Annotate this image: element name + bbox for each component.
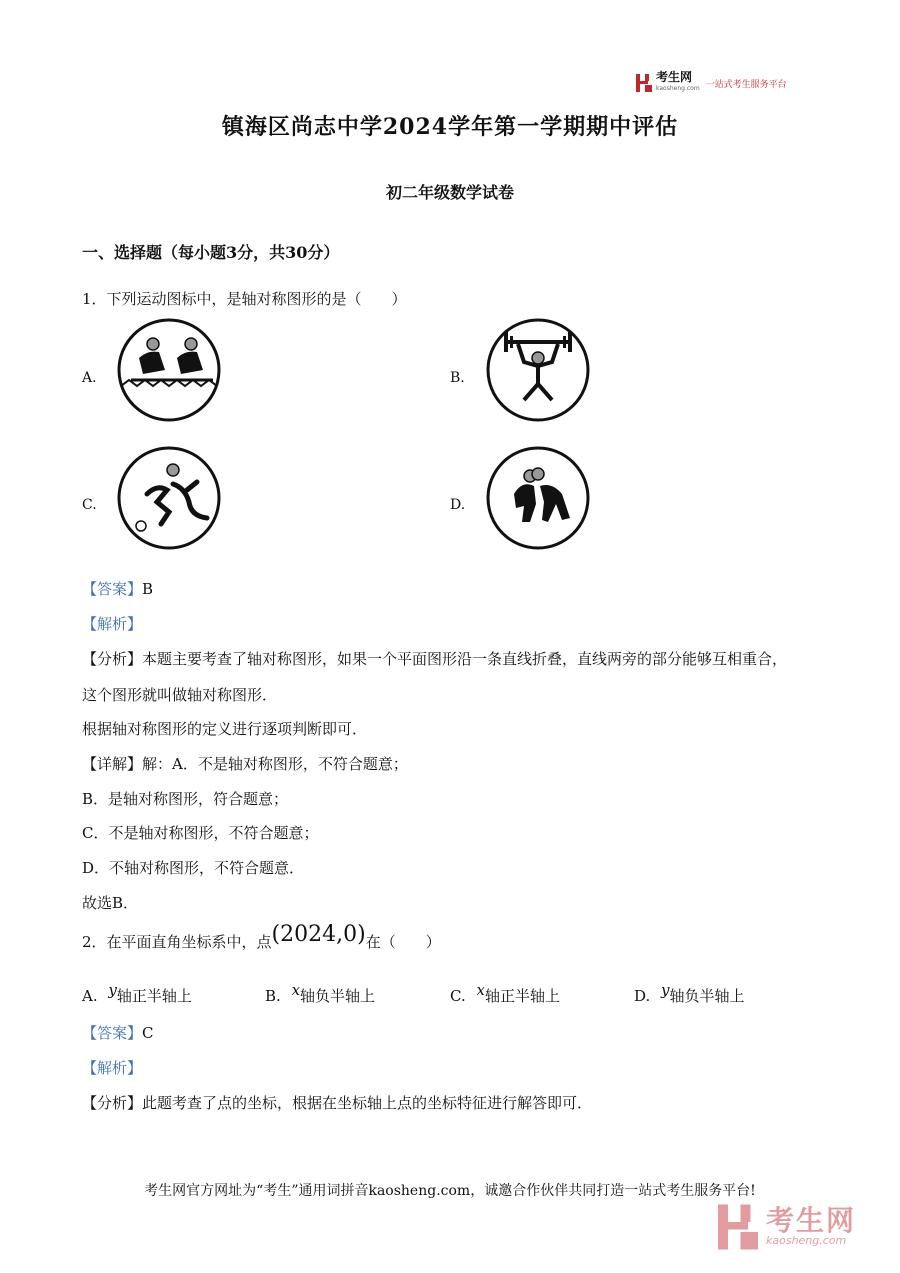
q2-answer-tag: 【答案】 [82,1024,143,1042]
q2-option-a-label: A. [82,987,98,1005]
q1-method-line: 根据轴对称图形的定义进行逐项判断即可． [82,720,368,738]
q2-option-b-label: B. [265,987,281,1005]
header-logo[interactable] [636,70,787,96]
q2-option-a [82,981,192,1006]
logo-brand: 考生网 kaosheng.com [656,70,700,92]
q1-fenxi-line2: 这个图形就叫做轴对称图形． [82,686,278,704]
q2-prefix: 2．在平面直角坐标系中，点 [82,933,272,951]
logo-domain: kaosheng.com [656,85,700,92]
watermark-logo-icon [718,1204,758,1250]
logo-slogan: 一站式考生服务平台 [705,79,787,90]
q2-option-c-label: C. [450,987,466,1005]
q2-option-d [634,981,745,1006]
q2-answer [82,1022,154,1043]
q1-xiangjie-text: 解：A．不是轴对称图形，不符合题意； [142,755,408,773]
q1-detail-d: D．不轴对称图形，不符合题意． [82,859,305,877]
q1-option-d-label: D. [450,497,466,513]
q1-option-c-label: C. [82,497,97,513]
q1-analysis-tag: 【解析】 [82,615,143,633]
q1-option-b-label: B. [450,370,465,386]
q2-option-d-text: 轴负半轴上 [669,987,745,1005]
q2-option-c-var: x [476,981,485,999]
q2-option-b [265,981,376,1006]
q1-stem: 1．下列运动图标中，是轴对称图形的是（ ） [82,290,407,308]
q2-option-c [450,981,560,1006]
q1-answer-value: B [142,580,154,598]
q2-option-b-var: x [291,981,301,999]
q1-option-a-label: A. [82,370,97,386]
q2-option-d-label: D. [634,987,651,1005]
footer-note: 考生网官方网址为“考生”通用词拼音kaosheng.com，诚邀合作伙伴共同打造一站式考生服务平台! [144,1183,756,1199]
q1-answer-tag: 【答案】 [82,580,143,598]
q1-fenxi-line1 [82,648,787,669]
q2-option-b-text: 轴负半轴上 [300,987,376,1005]
q2-stem [82,922,441,953]
q2-fenxi-text: 此题考查了点的坐标，根据在坐标轴上点的坐标特征进行解答即可． [142,1094,593,1112]
q2-option-a-var: y [108,981,117,999]
page-subtitle: 初二年级数学试卷 [385,183,514,202]
q1-detail-b: B．是轴对称图形，符合题意； [82,790,289,808]
q1-fenxi-tag: 【分析】 [82,650,143,668]
watermark-text: 考生网 [766,1204,857,1237]
q1-xiangjie-tag: 【详解】 [82,755,143,773]
wrestling-icon [486,446,590,550]
q2-option-d-var: y [661,981,670,999]
q1-choose: 故选B． [82,894,139,912]
q2-answer-value: C [142,1024,154,1042]
q2-fenxi-line [82,1092,592,1113]
watermark-domain: kaosheng.com [766,1234,847,1247]
q1-answer [82,578,153,599]
page-title: 镇海区尚志中学2024学年第一学期期中评估 [221,114,679,140]
weightlifting-icon [486,318,590,422]
q2-option-c-text: 轴正半轴上 [484,987,560,1005]
soccer-icon [117,446,221,550]
q2-fenxi-tag: 【分析】 [82,1094,143,1112]
q2-suffix: 在（ ） [365,933,441,951]
q1-detail-c: C．不是轴对称图形，不符合题意； [82,824,319,842]
q1-fenxi-text1: 本题主要考查了轴对称图形，如果一个平面图形沿一条直线折叠，直线两旁的部分能够互相重合， [142,650,788,668]
q2-option-a-text: 轴正半轴上 [116,987,192,1005]
section-heading: 一、选择题（每小题3分，共30分） [82,243,340,262]
q1-detail-line [82,753,408,774]
rowing-icon [117,318,221,422]
kaosheng-logo-icon [636,74,652,92]
q2-point: (2024,0) [271,922,366,947]
q2-analysis-tag: 【解析】 [82,1059,143,1077]
watermark [718,1204,856,1250]
